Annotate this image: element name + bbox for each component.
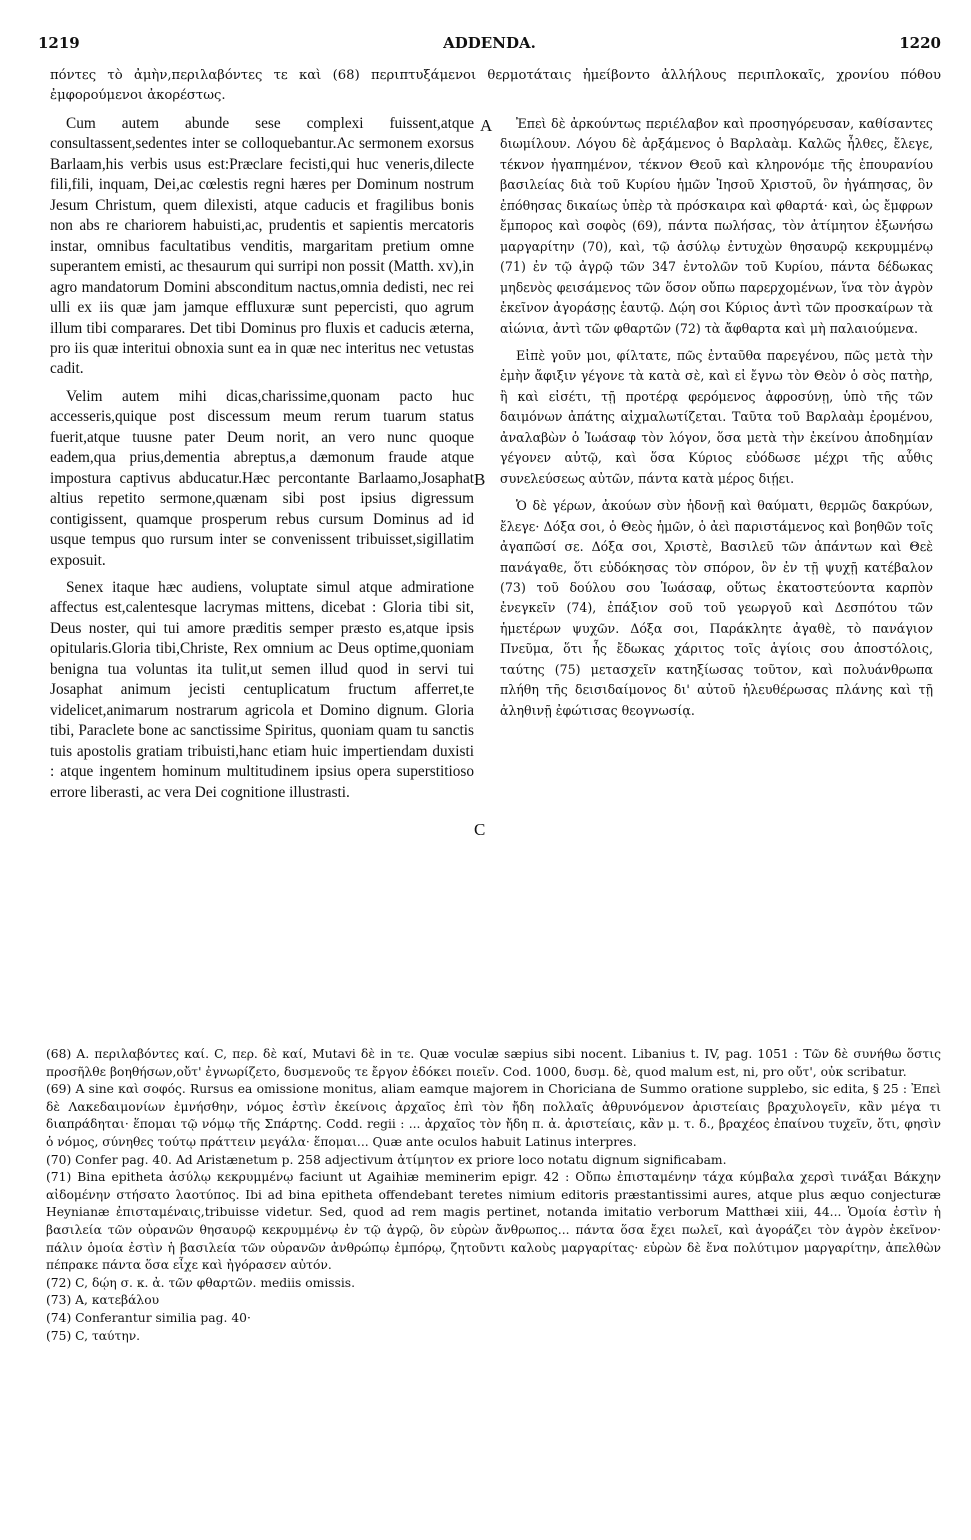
greek-paragraph: Εἰπὲ γοῦν μοι, φίλτατε, πῶς ἐνταῦθα παρεγένου, πῶς μετὰ τὴν ἐμὴν ἄφιξιν γέγονε τὰ κατὰ σὲ, καὶ εἰ ἔγνω τὸν Θεὸν ὁ σὸς πατὴρ, ἢ καὶ εἰσέτι, τῇ προτέρᾳ φερόμενος ἀφροσύνῃ, ὑπὸ τῆς τῶν δαιμόνων ἀπάτης αἰχμαλωτίζεται. Ταῦτα τοῦ Βαρλαὰμ ἐρομένου, ἀναλαβὼν ὁ Ἰωάσαφ τὸν λόγον, ὅσα μετὰ τὴν ἐκείνου ἀποδημίαν γέγονεν αὐτῷ, καὶ ὅσα Κύριος εὐόδωσε μέχρι τῆς αὖθις συνελεύσεως αὐτῶν, πάντα κατὰ μέρος διῄει. (500, 347, 933, 486)
footnotes (30, 1046, 941, 1345)
latin-column (50, 114, 474, 810)
left-page-number: 1219 (38, 34, 80, 52)
greek-paragraph: Ἐπεὶ δὲ ἀρκούντως περιέλαβον καὶ προσηγόρευσαν, καθίσαντες διωμίλουν. Λόγου δὲ ἀρξάμενος ὁ Βαρλαὰμ. Καλῶς ἦλθες, ἔλεγε, τέκνον ἠγαπημένον, τέκνον Θεοῦ καὶ κληρονόμε τῆς ἐπουρανίου βασιλείας διὰ τοῦ Κυρίου ἡμῶν Ἰησοῦ Χριστοῦ, ὃν ἠγάπησας, ὃν ἐπόθησας δικαίως ὑπὲρ τὰ πρόσκαιρα καὶ φθαρτά· καὶ, ὡς ἔμφρων ἔμπορος καὶ σοφὸς (69), πάντα πωλήσας, τὸν ἀτίμητον ἐξωνήσω μαργαρίτην (70), καὶ, τῷ ἀσύλῳ ἐντυχὼν θησαυρῷ κεκρυμμένῳ (71) ἐν τῷ ἀγρῷ τῶν 347 ἐντολῶν τοῦ Κυρίου, πάντα δέδωκας μηδενὸς φεισάμενος τῶν ὅσον οὔπω παρερχομένων, ἵνα τὸν ἀγρὸν ἐκεῖνον ἀγοράσῃς ἑαυτῷ. Δῴη σοι Κύριος ἀντὶ τῶν προσκαίρων τὰ αἰώνια, ἀντὶ τῶν φθαρτῶν (72) τὰ ἄφθαρτα καὶ μὴ παλαιούμενα. (500, 116, 933, 336)
footnote: (71) Bina epitheta ἀσύλῳ κεκρυμμένῳ faciunt ut Agaihiæ meminerim epigr. 42 : Οὔπω ἐπισταμένην τάχα κύμβαλα χερσὶ τινάξαι Βάκχην αἰδομένην στήσατο λαοτύπος. Ibi ad bina epitheta offendebant teretes nimium editoris præstantissimi aures, atque plus æquo conjecturæ Heynianæ ἐπισταμέναις,tribuisse videtur. Sed, quod ad rem magis pertinet, notanda imitatio verborum Matthæi xiii, 44... Ὁμοία ἐστὶν ἡ βασιλεία τῶν οὐρανῶν θησαυρῷ κεκρυμμένῳ ἐν τῷ ἀγρῷ, ὃν εὑρὼν ἄνθρωπος... πάντα ὅσα ἔχει πωλεῖ, καὶ ἀγοράζει τὸν ἀγρὸν ἐκεῖνον· πάλιν ὁμοία ἐστὶν ἡ βασιλεία τῶν οὐρανῶν ἀνθρώπῳ ἐμπόρῳ, ζητοῦντι καλοὺς μαργαρίτας· εὑρὼν δὲ ἕνα πολύτιμον μαργαρίτην, ἀπελθὼν πέπρακε πάντα ὅσα εἶχε καὶ ἠγόρασεν αὐτόν. (46, 1170, 941, 1273)
page-header (38, 34, 941, 56)
latin-paragraph: Velim autem mihi dicas,charissime,quonam pacto huc accesseris,quique post discessum meum rerum tuarum status fuerit,atque tuusne pater Deum norit, an vero nunc quoque eadem,qua prius,dementia abreptus,a dæmonum fraude atque impostura captivus abducatur.Hæc percontante Barlaamo,Josaphat altius repetito sermone,quænam sibi post ipsius digressum contigissent, quamque prosperum rebus cursum Dominus ad id usque tempus quo rursum inter se convenissent tribuisset,sigillatim exposuit. (50, 387, 474, 569)
section-marker-c: C (474, 820, 486, 839)
section-marker-b: B (474, 470, 486, 489)
latin-paragraph: Senex itaque hæc audiens, voluptate simul atque admiratione affectus est,calentesque lacrymas mittens, dicebat : Gloria tibi sit, Deus noster, qui tui amore præditis semper præsto es,atque ipsis opitularis.Gloria tibi,Christe, Rex omnium ac Deus optime,quoniam benigna tua voluntas ita tulit,ut semen illud quod in servi tui Josaphat animum jecisti centuplicatum fructum afferret,te videlicet,animarum nostrarum agricola et Domino dignum. Gloria tibi, Paraclete bone ac sanctissime Spiritus, quoniam quam tu sanctis tuis apostolis gratiam tribuisti,hanc etiam huic impertiendam duxisti : atque ingentem hominum multitudinem ipsius opera superstitioso errore liberasti, ac vera Dei cognitione illustrasti. (50, 578, 474, 801)
footnote: (68) A. περιλαβόντες καί. C, περ. δὲ καί, Mutavi δὲ in τε. Quæ voculæ sæpius sibi nocent. Libanius t. IV, pag. 1051 : Τῶν δὲ συνήθω ὅστις προσῆλθε βοηθήσων,οὔτ' ἐγνωρίζετο, δυσμενοῦς τε ἔργον ἐδόκει ποιεῖν. Cod. 1000, δυσμ. δὲ, quod malum est, ni, pro οὔτ', οὐκ scribatur. (46, 1047, 941, 1079)
right-page-number: 1220 (899, 34, 941, 52)
intro-text: πόντες τὸ ἀμὴν,περιλαβόντες τε καὶ (68) περιπτυξάμενοι θερμοτάταις ἠμείβοντο ἀλλήλους περιπλοκαῖς, χρονίου πόθου ἐμφορούμενοι ἀκορέστως. (50, 68, 941, 103)
section-marker-a: A (480, 116, 493, 135)
footnote: (75) C, ταύτην. (46, 1328, 141, 1343)
greek-intro (50, 66, 941, 106)
footnote: (74) Conferantur similia pag. 40· (46, 1310, 251, 1325)
footnote: (72) C, δῴη σ. κ. ἀ. τῶν φθαρτῶν. mediis omissis. (46, 1275, 356, 1290)
running-title: ADDENDA. (443, 34, 536, 52)
greek-paragraph: Ὁ δὲ γέρων, ἀκούων σὺν ἡδονῇ καὶ θαύματι, θερμῶς δακρύων, ἔλεγε· Δόξα σοι, ὁ Θεὸς ἡμῶν, ὁ ἀεὶ παριστάμενος καὶ βοηθῶν τοῖς ἀγαπῶσί σε. Δόξα σοι, Χριστὲ, Βασιλεῦ τῶν ἁπάντων καὶ Θεὲ πανάγαθε, ὅτι εὐδόκησας τὸν σπόρον, ὃν ἐν τῇ ψυχῇ κατέβαλον (73) τοῦ δούλου σου Ἰωάσαφ, οὕτως ἑκατοστεύοντα καρπὸν ἐνεγκεῖν (74), ἐπάξιον σοῦ τοῦ γεωργοῦ καὶ Δεσπότου τῶν ἡμετέρων ψυχῶν. Δόξα σοι, Παράκλητε ἀγαθὲ, τὸ πανάγιον Πνεῦμα, ὅτι ἧς ἔδωκας χάριτος τοῖς ἁγίοις σου ἀποστόλοις, ταύτης (75) μετασχεῖν κατηξίωσας τοῦτον, καὶ πολυάνθρωπα πλήθη τῆς δεισιδαίμονος δι' αὐτοῦ ἠλευθέρωσας πλάνης καὶ τῇ ἀληθινῇ ἐφώτισας θεογνωσίᾳ. (500, 498, 933, 718)
footnote: (69) A sine καὶ σοφός. Rursus ea omissione monitus, aliam eamque majorem in Choriciana de Summo oratione supplebo, sic edita, § 25 : Ἐπεὶ δὲ Λακεδαιμονίων ἐμνήσθην, νόμος ἐστὶν ἐκείνοις ἀρχαῖος ἐπὶ τὸν ἤδη πολλαῖς ἀθρυνόμενον ἀριστείαις βραχυλογεῖν, κἂν μέγα τι διαπράδηται· ἕπομαι τῷ νόμῳ τῆς Σπάρτης. Codd. regii : ... ἀρχαῖος τὸν ἤδη π. ἀ. ἀριστείαις, κἂν μ. τ. δ., βραχέος ἐπαίνου τυχεῖν, ὅτι, φησὶν ὁ νόμος, σύνηθες τούτῳ πράττειν μεγάλα· ἕπομαι... Quæ ante oculos habuit Latinus interpres. (46, 1082, 941, 1149)
footnote: (73) A, κατεβάλου (46, 1293, 160, 1308)
latin-paragraph: Cum autem abunde sese complexi fuissent,atque consultassent,sedentes inter se colloquebantur.Ac sermonem exorsus Barlaam,his verbis usus est:Præclare fecisti,qui huc veneris,dilecte fili,fili, inquam, Dei,ac cœlestis regni hæres per Dominum nostrum Jesum Christum, quem dilexisti, atque caducis et fragilibus bonis non abs re chariorem habuisti,ac, prudentis et sapientis mercatoris instar, omnibus facultatibus venditis, margaritam pretium omne superantem emisti, ac thesaurum qui surripi non possit (Matth. xv),in agro mandatorum Domini absconditum nactus,omnia dedisti, nec rei ulli ex iis quæ jam jamque effluxuræ sunt pepercisti, quo agrum illum tibi comparares. Det tibi Dominus pro fluxis et caducis æterna, pro iis quæ interitui obnoxia sunt ea in quæ nec interitus nec vetustas cadit. (50, 115, 474, 378)
greek-column (500, 114, 933, 728)
footnote: (70) Confer pag. 40. Ad Aristænetum p. 258 adjectivum ἀτίμητον ex priore loco notatu dignum significabam. (46, 1152, 727, 1167)
